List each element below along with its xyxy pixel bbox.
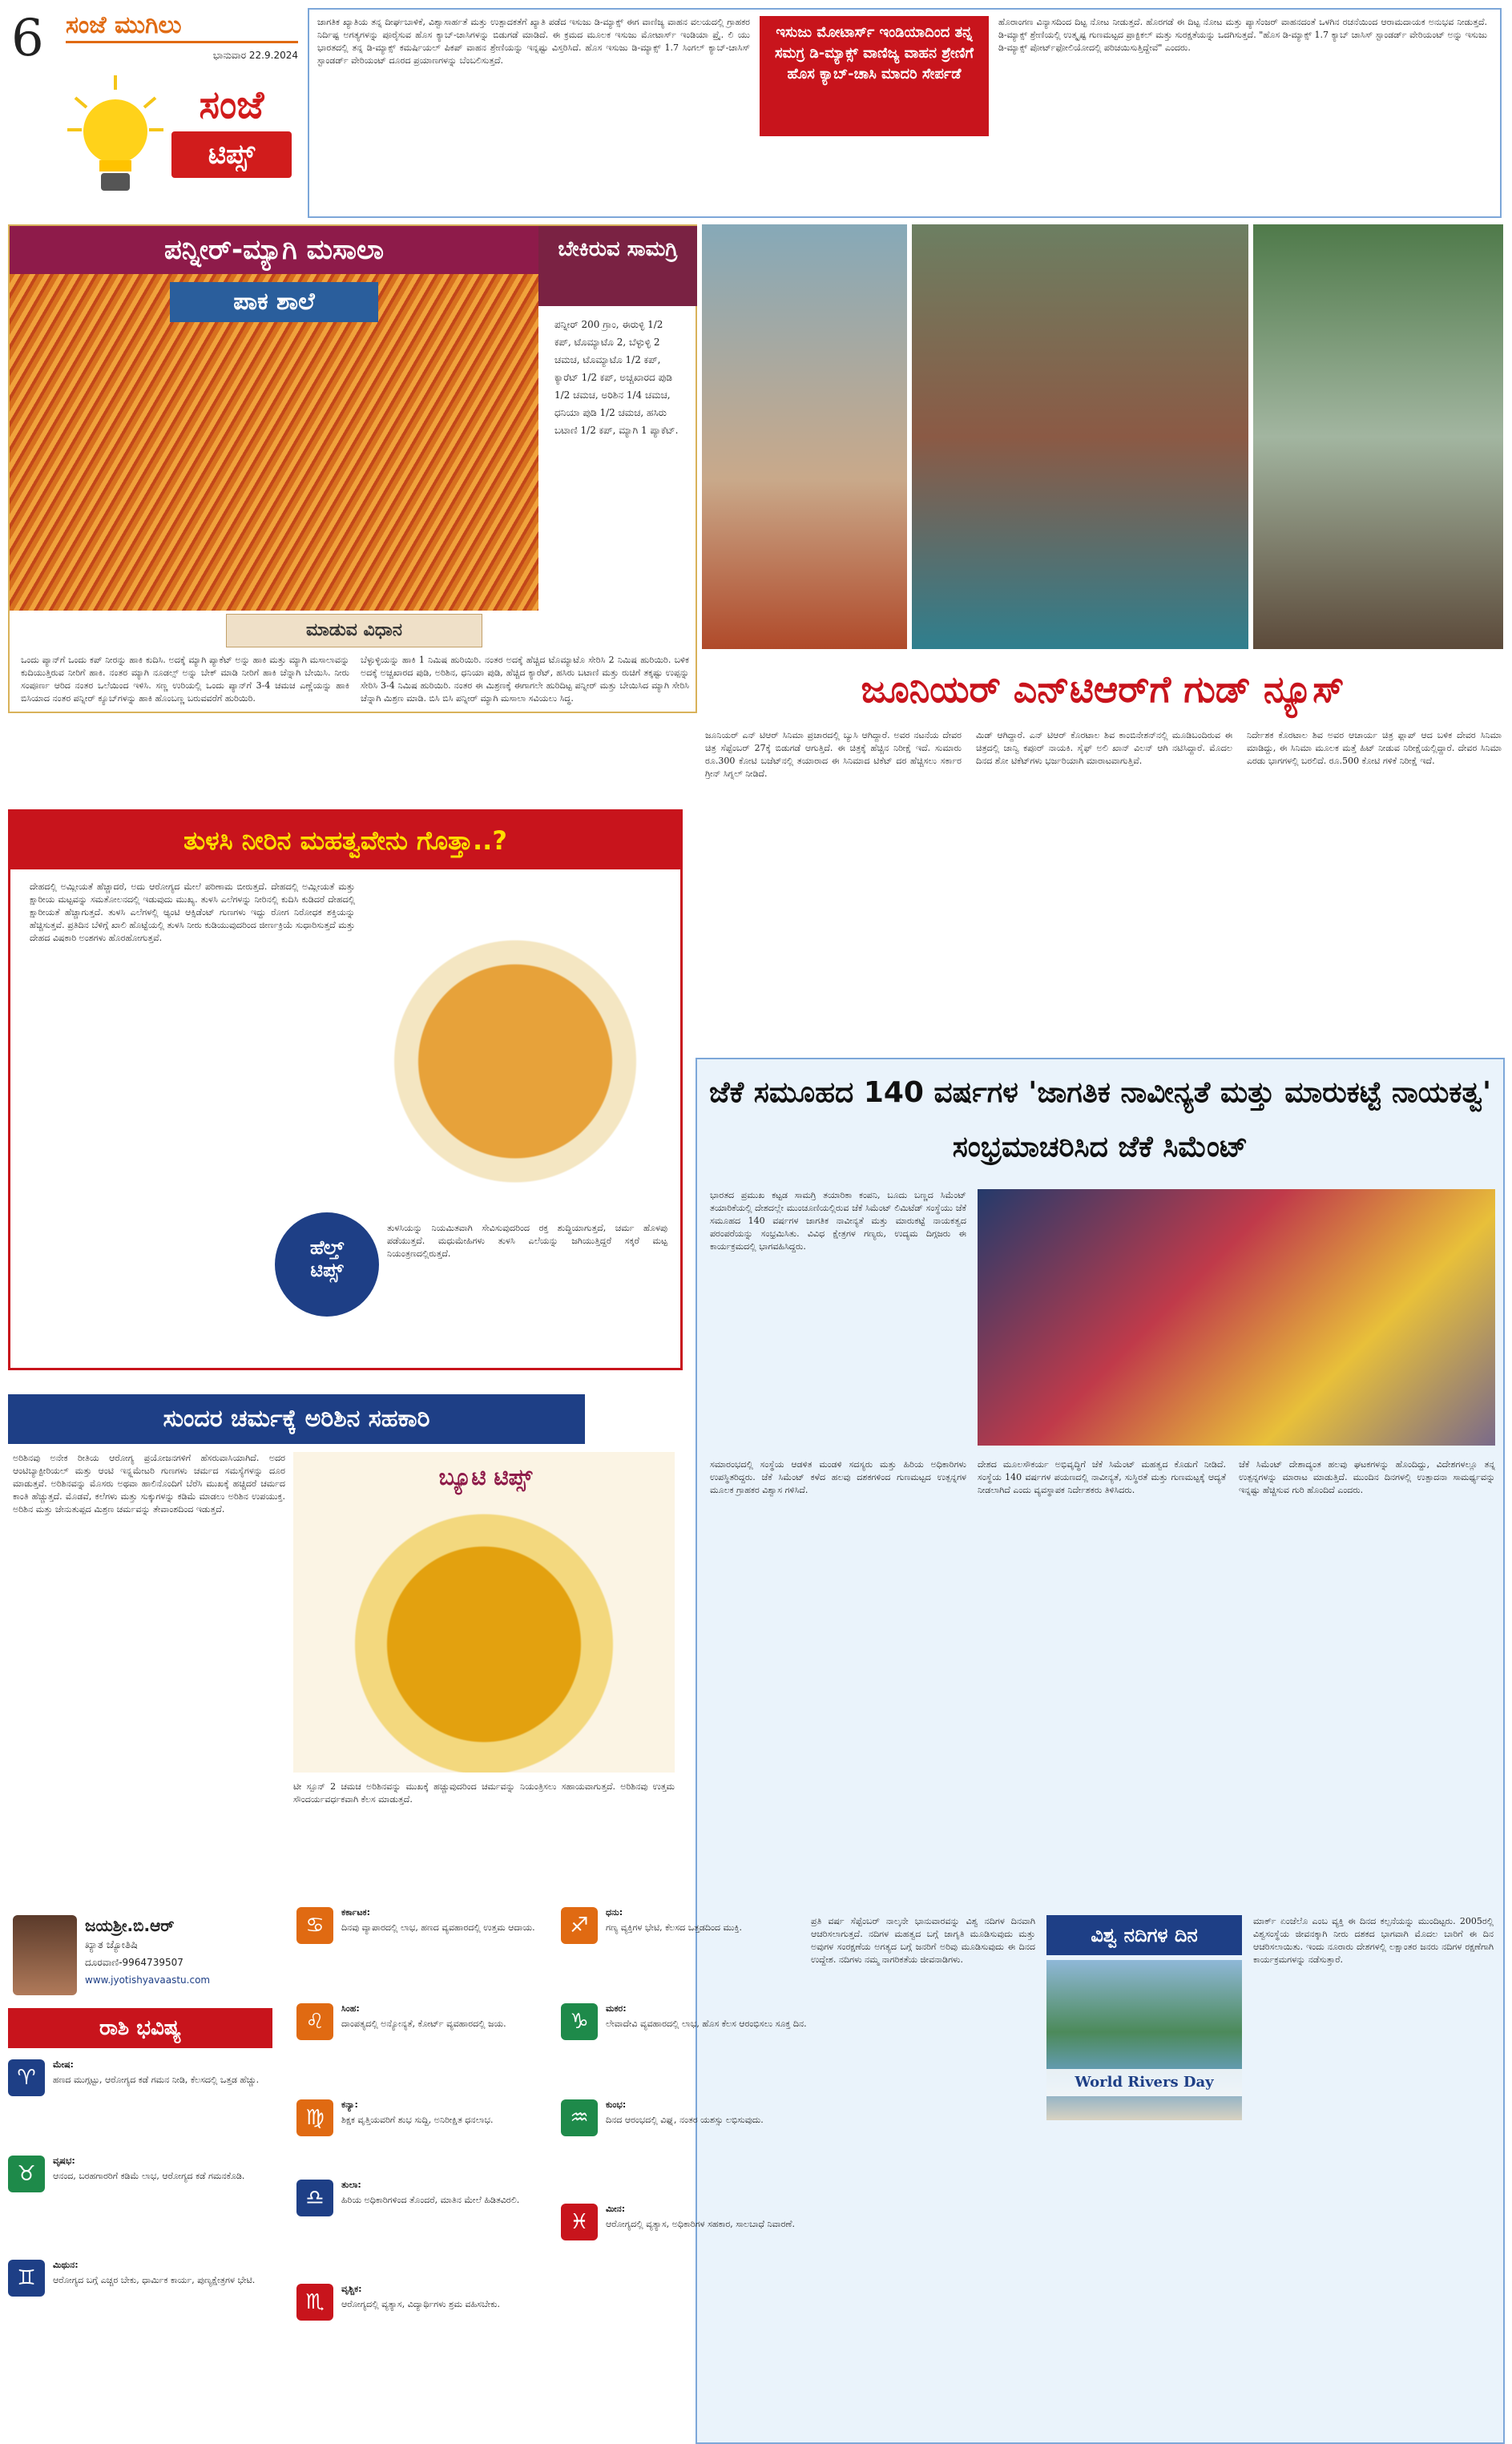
sign-prediction: ದಿನವು ವ್ಯಾಪಾರದಲ್ಲಿ ಲಾಭ, ಹಣದ ವ್ಯವಹಾರದಲ್ಲಿ ಉತ್ತಮ ಆದಾಯ. [341,1922,535,1933]
turmeric-text-left: ಅರಿಶಿನವು ಅನೇಕ ರೀತಿಯ ಆರೋಗ್ಯ ಪ್ರಯೋಜನಗಳಿಗೆ ಹೆಸರುವಾಸಿಯಾಗಿದೆ. ಅದರ ಆಂಟಿಬ್ಯಾಕ್ಟೀರಿಯಲ್ ಮತ್ತು ಆಂಟಿ ಇನ್ಫ್ಲಮೇಟರಿ ಗುಣಗಳು ಚರ್ಮದ ಸಮಸ್ಯೆಗಳನ್ನು ದೂರ ಮಾಡುತ್ತವೆ. ಅರಿಶಿನವನ್ನು ಮೊಸರು ಅಥವಾ ಹಾಲಿನೊಂದಿಗೆ ಬೆರೆಸಿ ಮುಖಕ್ಕೆ ಹಚ್ಚಿದರೆ ಚರ್ಮದ ಕಾಂತಿ ಹೆಚ್ಚುತ್ತದೆ. ಮೊಡವೆ, ಕಲೆಗಳು ಮತ್ತು ಸುಕ್ಕುಗಳನ್ನು ಕಡಿಮೆ ಮಾಡಲು ಅರಿಶಿನ ಉಪಯುಕ್ತ. ಅರಿಶಿನ ಮತ್ತು ಜೇನುತುಪ್ಪದ ಮಿಶ್ರಣ ಚರ್ಮವನ್ನು ತೇವಾಂಶದಿಂದ ಇಡುತ್ತದೆ. [13,1453,285,1514]
tips-line1: ಸಂಜೆ [199,83,264,127]
health-tips-badge [275,1212,379,1317]
sign-name: ತುಲಾ: [341,2180,361,2190]
ntr-photo-3 [1253,224,1503,649]
turmeric-title: ಸುಂದರ ಚರ್ಮಕ್ಕೆ ಅರಿಶಿನ ಸಹಕಾರಿ [8,1394,585,1444]
recipe-photo [10,274,538,611]
turmeric-text-bottom: ಟೀ ಸ್ಪೂನ್ 2 ಚಮಚ ಅರಿಶಿನವನ್ನು ಮುಖಕ್ಕೆ ಹಚ್ಚುವುದರಿಂದ ಚರ್ಮವನ್ನು ನಿಯಂತ್ರಿಸಲು ಸಹಾಯವಾಗುತ್ತದೆ. ಅರಿಶಿನವು ಉತ್ತಮ ಸೌಂದರ್ಯವರ್ಧಕವಾಗಿ ಕೆಲಸ ಮಾಡುತ್ತದೆ. [293,1781,675,1805]
sign-prediction: ದಿನದ ಆರಂಭದಲ್ಲಿ ವಿಘ್ನ, ನಂತರ ಯಶಸ್ಸು ಲಭಿಸುವುದು. [606,2115,764,2125]
tulasi-text-left: ದೇಹದಲ್ಲಿ ಅಮ್ಲೀಯತೆ ಹೆಚ್ಚಾದರೆ, ಅದು ಆರೋಗ್ಯದ ಮೇಲೆ ಪರಿಣಾಮ ಬೀರುತ್ತದೆ. ದೇಹದಲ್ಲಿ ಅಮ್ಲೀಯತೆ ಮತ್ತು ಕ್ಷಾರೀಯ ಮಟ್ಟವನ್ನು ಸಮತೋಲನದಲ್ಲಿ ಇಡುವುದು ಮುಖ್ಯ. ತುಳಸಿ ಎಲೆಗಳನ್ನು ನೀರಿನಲ್ಲಿ ಕುದಿಸಿ ಕುಡಿದರೆ ದೇಹದಲ್ಲಿ ಕ್ಷಾರೀಯತೆ ಹೆಚ್ಚಾಗುತ್ತದೆ. ತುಳಸಿ ಎಲೆಗಳಲ್ಲಿ ಆ್ಯಂಟಿ ಆಕ್ಸಿಡೆಂಟ್ ಗುಣಗಳು ಇದ್ದು ರೋಗ ನಿರೋಧಕ ಶಕ್ತಿಯನ್ನು ಹೆಚ್ಚಿಸುತ್ತವೆ. ಪ್ರತಿದಿನ ಬೆಳಿಗ್ಗೆ ಖಾಲಿ ಹೊಟ್ಟೆಯಲ್ಲಿ ತುಳಸಿ ನೀರು ಕುಡಿಯುವುದರಿಂದ ಜೀರ್ಣಕ್ರಿಯೆ ಸುಧಾರಿಸುತ್ತದೆ ಮತ್ತು ದೇಹದ ವಿಷಕಾರಿ ಅಂಶಗಳು ಹೊರಹೋಗುತ್ತವೆ. [30,881,355,943]
sign-prediction: ಗಣ್ಯ ವ್ಯಕ್ತಿಗಳ ಭೇಟಿ, ಕೆಲಸದ ಒತ್ತಡದಿಂದ ಮುಕ್ತಿ. [606,1922,743,1933]
sign-name: ವೃಷಭ: [53,2156,75,2166]
tulasi-title: ತುಳಸಿ ನೀರಿನ ಮಹತ್ವವೇನು ಗೊತ್ತಾ..? [10,812,680,869]
jk-col-1-bottom: ಸಮಾರಂಭದಲ್ಲಿ ಸಂಸ್ಥೆಯ ಆಡಳಿತ ಮಂಡಳಿ ಸದಸ್ಯರು ಮತ್ತು ಹಿರಿಯ ಅಧಿಕಾರಿಗಳು ಉಪಸ್ಥಿತರಿದ್ದರು. ಜೆಕೆ ಸಿಮೆಂಟ್ ಕಳೆದ ಹಲವು ದಶಕಗಳಿಂದ ಗುಣಮಟ್ಟದ ಉತ್ಪನ್ನಗಳ ಮೂಲಕ ಗ್ರಾಹಕರ ವಿಶ್ವಾಸ ಗಳಿಸಿದೆ. [710,1459,966,1495]
jk-col-3: ಜೆಕೆ ಸಿಮೆಂಟ್ ದೇಶಾದ್ಯಂತ ಹಲವು ಘಟಕಗಳನ್ನು ಹೊಂದಿದ್ದು, ವಿದೇಶಗಳಲ್ಲೂ ತನ್ನ ಉತ್ಪನ್ನಗಳನ್ನು ಮಾರಾಟ ಮಾಡುತ್ತಿದೆ. ಮುಂದಿನ ದಿನಗಳಲ್ಲಿ ಉತ್ಪಾದನಾ ಸಾಮರ್ಥ್ಯವನ್ನು ಇನ್ನಷ್ಟು ಹೆಚ್ಚಿಸುವ ಗುರಿ ಹೊಂದಿದೆ ಎಂದರು. [1239,1459,1495,1495]
rivers-title: ವಿಶ್ವ ನದಿಗಳ ದಿನ [1046,1915,1242,1955]
ingredients-list: ಪನ್ನೀರ್ 200 ಗ್ರಾಂ, ಈರುಳ್ಳಿ 1/2 ಕಪ್, ಟೊಮ್ಯಾಟೊ 2, ಬೆಳ್ಳುಳ್ಳಿ 2 ಚಮಚ, ಟೊಮ್ಯಾಟೊ 1/2 ಕಪ್, ಕ್ಯಾರೆಟ್ 1/2 ಕಪ್, ಅಚ್ಚಖಾರದ ಪುಡಿ 1/2 ಚಮಚ, ಅರಿಶಿನ 1/4 ಚಮಚ, ಧನಿಯಾ ಪುಡಿ 1/2 ಚಮಚ, ಹಸಿರು ಬಟಾಣಿ 1/2 ಕಪ್, ಮ್ಯಾಗಿ 1 ಪ್ಯಾಕೆಟ್. [554,319,679,436]
zodiac-sign-icon: ♑ [561,2003,598,2040]
sign-name: ಕುಂಭ: [606,2099,627,2110]
method-text-left: ಒಂದು ಪ್ಯಾನ್‌ಗೆ ಒಂದು ಕಪ್ ನೀರನ್ನು ಹಾಕಿ ಕುದಿಸಿ. ಅದಕ್ಕೆ ಮ್ಯಾಗಿ ಪ್ಯಾಕೆಟ್ ಅನ್ನು ಹಾಕಿ ಮತ್ತು ಮ್ಯಾಗಿ ಮಸಾಲಾವನ್ನು ಕುದಿಯುತ್ತಿರುವ ನೀರಿಗೆ ಹಾಕಿ. ನಂತರ ಮ್ಯಾಗಿ ನೂಡಲ್ಸ್ ಅನ್ನು ಬೇಕ್ ಮಾಡಿ ನೀರಿಗೆ ಹಾಕಿ ಚೆನ್ನಾಗಿ ಬೇಯಿಸಿ. ನೀರು ಸಂಪೂರ್ಣ ಆರಿದ ನಂತರ ಒಲೆಯಿಂದ ಇಳಿಸಿ. ಸಣ್ಣ ಉರಿಯಲ್ಲಿ ಒಂದು ಪ್ಯಾನ್‌ಗೆ 3-4 ಚಮಚ ಎಣ್ಣೆಯನ್ನು ಹಾಕಿ ಬಿಸಿಯಾದ ನಂತರ ಪನ್ನೀರ್ ಕ್ಯೂಬ್‌ಗಳನ್ನು ಹಾಕಿ ಹೊಂಬಣ್ಣ ಬರುವವರೆಗೆ ಹುರಿಯಿರಿ. [21,655,349,704]
astrologer-name: ಜಯಶ್ರೀ.ಬಿ.ಆರ್ [85,1916,175,1935]
horoscope-title: ರಾಶಿ ಭವಿಷ್ಯ [8,2008,272,2048]
zodiac-sign-icon: ♏ [296,2284,333,2321]
beauty-tips-badge: ಬ್ಯೂಟಿ ಟಿಪ್ಸ್ [438,1464,533,1490]
zodiac-sign-icon: ♌ [296,2003,333,2040]
horoscope-sign [296,2099,553,2188]
rivers-photo [1046,1960,1242,2120]
rivers-col-1: ಪ್ರತಿ ವರ್ಷ ಸೆಪ್ಟೆಂಬರ್ ನಾಲ್ಕನೇ ಭಾನುವಾರವನ್ನು ವಿಶ್ವ ನದಿಗಳ ದಿನವಾಗಿ ಆಚರಿಸಲಾಗುತ್ತದೆ. ನದಿಗಳ ಮಹತ್ವದ ಬಗ್ಗೆ ಜಾಗೃತಿ ಮೂಡಿಸುವುದು ಮತ್ತು ಅವುಗಳ ಸಂರಕ್ಷಣೆಯ ಅಗತ್ಯದ ಬಗ್ಗೆ ಜನರಿಗೆ ಅರಿವು ಮೂಡಿಸುವುದು ಈ ದಿನದ ಉದ್ದೇಶ. ನದಿಗಳು ನಮ್ಮ ನಾಗರಿಕತೆಯ ಜೀವನಾಡಿಗಳು. [811,1916,1035,1965]
tulasi-section [8,809,683,1370]
zodiac-sign-icon: ♊ [8,2260,45,2297]
sign-name: ಮಿಥುನ: [53,2260,79,2270]
tulasi-text-bottom: ತುಳಸಿಯನ್ನು ನಿಯಮಿತವಾಗಿ ಸೇವಿಸುವುದರಿಂದ ರಕ್ತ ಶುದ್ಧಿಯಾಗುತ್ತದೆ, ಚರ್ಮ ಹೊಳಪು ಪಡೆಯುತ್ತದೆ. ಮಧುಮೇಹಿಗಳು ತುಳಸಿ ಎಲೆಯನ್ನು ಜಗಿಯುತ್ತಿದ್ದರೆ ಸಕ್ಕರೆ ಮಟ್ಟ ನಿಯಂತ್ರಣದಲ್ಲಿರುತ್ತದೆ. [387,1223,667,1259]
ntr-col-2: ಮಿಡ್ ಆಗಿದ್ದಾರೆ. ಎನ್ ಟಿಆರ್ ಕೊರಟಾಲ ಶಿವ ಕಾಂಬಿನೇಶನ್‌ನಲ್ಲಿ ಮೂಡಿಬಂದಿರುವ ಈ ಚಿತ್ರದಲ್ಲಿ ಜಾನ್ವಿ ಕಪೂರ್ ನಾಯಕಿ. ಸೈಫ್ ಅಲಿ ಖಾನ್ ವಿಲನ್ ಆಗಿ ನಟಿಸಿದ್ದಾರೆ. ಮೊದಲ ದಿನದ ಶೋ ಟಿಕೆಟ್‌ಗಳು ಭರ್ಜರಿಯಾಗಿ ಮಾರಾಟವಾಗುತ್ತಿವೆ. [976,730,1232,766]
recipe-section [8,224,697,713]
sign-name: ಸಿಂಹ: [341,2003,360,2014]
zodiac-sign-icon: ♍ [296,2099,333,2136]
horoscope-sign [296,2180,553,2268]
sign-prediction: ಲೇವಾದೇವಿ ವ್ಯವಹಾರದಲ್ಲಿ ಲಾಭ, ಹೊಸ ಕೆಲಸ ಆರಂಭಿಸಲು ಸೂಕ್ತ ದಿನ. [606,2019,807,2029]
horoscope-section [8,1907,807,2380]
jk-headline: ಜೆಕೆ ಸಮೂಹದ 140 ವರ್ಷಗಳ 'ಜಾಗತಿಕ ನಾವೀನ್ಯತೆ ಮತ್ತು ಮಾರುಕಟ್ಟೆ ನಾಯಕತ್ವ' ಸಂಭ್ರಮಾಚರಿಸಿದ ಜೆಕೆ ಸಿಮೆಂಟ್ [708,1076,1492,1164]
sign-name: ಕನ್ಯಾ: [341,2099,358,2110]
zodiac-sign-icon: ♉ [8,2156,45,2192]
date-line: ಭಾನುವಾರ 22.9.2024 [212,50,298,61]
rivers-col-2: ಮಾರ್ಕ್ ಏಂಜೆಲೊ ಎಂಬ ವ್ಯಕ್ತಿ ಈ ದಿನದ ಕಲ್ಪನೆಯನ್ನು ಮುಂದಿಟ್ಟರು. 2005ರಲ್ಲಿ ವಿಶ್ವಸಂಸ್ಥೆಯ ಜೀವನಕ್ಕಾಗಿ ನೀರು ದಶಕದ ಭಾಗವಾಗಿ ಮೊದಲ ಬಾರಿಗೆ ಈ ದಿನ ಆಚರಿಸಲಾಯಿತು. ಇಂದು ನೂರಾರು ದೇಶಗಳಲ್ಲಿ ಲಕ್ಷಾಂತರ ಜನರು ನದಿಗಳ ರಕ್ಷಣೆಗಾಗಿ ಕಾರ್ಯಕ್ರಮಗಳನ್ನು ನಡೆಸುತ್ತಾರೆ. [1253,1916,1494,1965]
tulasi-photo [363,881,667,1209]
isuzu-text-right: ಹೊರಾಂಗಣ ವಿನ್ಯಾಸದಿಂದ ದಿಟ್ಟ ನೋಟ ನೀಡುತ್ತದೆ. ಹೊರಗಡೆ ಈ ದಿಟ್ಟ ನೋಟ ಮತ್ತು ಪ್ಯಾಸೆಂಜರ್ ವಾಹನದಂತೆ ಒಳಗಿನ ರಚನೆಯಿಂದ ಆರಾಮದಾಯಕ ಅನುಭವ ನೀಡುತ್ತದೆ. ಡಿ-ಮ್ಯಾಕ್ಸ್ ಶ್ರೇಣಿಯಲ್ಲಿ ಉತ್ಕೃಷ್ಟ ಗುಣಮಟ್ಟದ ಪ್ರಾಕ್ಟಿಕಲ್ ಮತ್ತು ಸುರಕ್ಷತೆಯನ್ನು ಒದಗಿಸುತ್ತದೆ. "ಹೊಸ ಡಿ-ಮ್ಯಾಕ್ಸ್ 1.7 ಕ್ಯಾಬ್ ಚಾಸಿಸ್ ಸ್ಟಾಂಡರ್ಡ್ ವೇರಿಯಂಟ್ ಅನ್ನು ಇಸುಜು ಡಿ-ಮ್ಯಾಕ್ಸ್ ಪೋರ್ಟ್‌ಫೋಲಿಯೋದಲ್ಲಿ ಪರಿಚಯಿಸುತ್ತಿದ್ದೇವೆ" ಎಂದರು. [998,17,1487,53]
ingredients-title: ಬೇಕಿರುವ ಸಾಮಗ್ರಿ [538,226,697,306]
isuzu-text-left: ಜಾಗತಿಕ ಖ್ಯಾತಿಯ ತನ್ನ ದೀರ್ಘಬಾಳಿಕೆ, ವಿಶ್ವಾಸಾರ್ಹತೆ ಮತ್ತು ಉತ್ಪಾದಕತೆಗೆ ಖ್ಯಾತಿ ಪಡೆದ ಇಸುಜು ಡಿ-ಮ್ಯಾಕ್ಸ್ ಈಗ ವಾಣಿಜ್ಯ ವಾಹನ ವಲಯದಲ್ಲಿ ಗ್ರಾಹಕರ ನಿರ್ದಿಷ್ಟ ಅಗತ್ಯಗಳನ್ನು ಪೂರೈಸುವ ಹೊಸ ಕ್ಯಾಬ್-ಚಾಸಿಗಳನ್ನು ಬಿಡುಗಡೆ ಮಾಡಿದೆ. ಈ ಕ್ರಮದ ಮೂಲಕ ಇಸುಜು ಮೋಟಾರ್ಸ್ ಇಂಡಿಯಾ ಪ್ರೈ. ಲಿ ಯು ಭಾರತದಲ್ಲಿ ತನ್ನ ಡಿ-ಮ್ಯಾಕ್ಸ್ ಕಮರ್ಷಿಯಲ್ ಪಿಕಪ್ ವಾಹನ ಶ್ರೇಣಿಯನ್ನು ಇನ್ನಷ್ಟು ವಿಸ್ತರಿಸಿದೆ. ಹೊಸ ಇಸುಜು ಡಿ-ಮ್ಯಾಕ್ಸ್ 1.7 ಸಿಂಗಲ್ ಕ್ಯಾಬ್-ಚಾಸಿಸ್ ಸ್ಟಾಂಡರ್ಡ್ ವೇರಿಯಂಟ್ ದೂರದ ಪ್ರಯಾಣಗಳನ್ನು ಬೆಂಬಲಿಸುತ್ತದೆ. [317,17,750,66]
sign-name: ಮೀನ: [606,2204,626,2214]
jk-col-1-top: ಭಾರತದ ಪ್ರಮುಖ ಕಟ್ಟಡ ಸಾಮಗ್ರಿ ತಯಾರಿಕಾ ಕಂಪನಿ, ಬೂದು ಬಣ್ಣದ ಸಿಮೆಂಟ್ ತಯಾರಿಕೆಯಲ್ಲಿ ದೇಶದಲ್ಲೇ ಮುಂಚೂಣಿಯಲ್ಲಿರುವ ಜೆಕೆ ಸಿಮೆಂಟ್ ಲಿಮಿಟೆಡ್ ಸಂಸ್ಥೆಯು ಜೆಕೆ ಸಮೂಹದ 140 ವರ್ಷಗಳ ಜಾಗತಿಕ ನಾವೀನ್ಯತೆ ಮತ್ತು ಮಾರುಕಟ್ಟೆ ನಾಯಕತ್ವದ ಪರಂಪರೆಯನ್ನು ಸಂಭ್ರಮಿಸಿತು. ವಿವಿಧ ಕ್ಷೇತ್ರಗಳ ಗಣ್ಯರು, ಉದ್ಯಮ ದಿಗ್ಗಜರು ಈ ಕಾರ್ಯಕ್ರಮದಲ್ಲಿ ಭಾಗವಹಿಸಿದ್ದರು. [710,1190,966,1252]
masthead [11,6,298,216]
page-number: 6 [11,9,44,68]
sign-prediction: ಹಿರಿಯ ಅಧಿಕಾರಿಗಳಿಂದ ತೊಂದರೆ, ಮಾತಿನ ಮೇಲೆ ಹಿಡಿತವಿರಲಿ. [341,2195,520,2205]
jk-photo [978,1189,1495,1446]
paper-logo [66,10,298,43]
horoscope-sign [296,2003,553,2091]
horoscope-sign [8,2059,264,2148]
ntr-photo-1 [702,224,907,649]
sign-prediction: ಆರೋಗ್ಯದ ಬಗ್ಗೆ ಎಚ್ಚರ ಬೇಕು, ಧಾರ್ಮಿಕ ಕಾರ್ಯ, ಪುಣ್ಯಕ್ಷೇತ್ರಗಳ ಭೇಟಿ. [53,2275,256,2285]
jk-col-2: ದೇಶದ ಮೂಲಸೌಕರ್ಯ ಅಭಿವೃದ್ಧಿಗೆ ಜೆಕೆ ಸಿಮೆಂಟ್ ಮಹತ್ವದ ಕೊಡುಗೆ ನೀಡಿದೆ. ಸಂಸ್ಥೆಯ 140 ವರ್ಷಗಳ ಪಯಣದಲ್ಲಿ ನಾವೀನ್ಯತೆ, ಸುಸ್ಥಿರತೆ ಮತ್ತು ಗುಣಮಟ್ಟಕ್ಕೆ ಆದ್ಯತೆ ನೀಡಲಾಗಿದೆ ಎಂದು ವ್ಯವಸ್ಥಾಪಕ ನಿರ್ದೇಶಕರು ತಿಳಿಸಿದರು. [978,1459,1226,1495]
recipe-title: ಪನ್ನೀರ್-ಮ್ಯಾಗಿ ಮಸಾಲಾ [10,226,538,274]
turmeric-section [8,1394,683,1859]
sign-prediction: ಆನಂದ, ಬರಹಗಾರರಿಗೆ ಕಡಿಮೆ ಲಾಭ, ಆರೋಗ್ಯದ ಕಡೆ ಗಮನಕೊಡಿ. [53,2171,245,2181]
horoscope-sign [8,2156,264,2244]
paper-name: ಸಂಜೆ ಮುಗಿಲು [66,11,182,39]
health-badge-line2: ಟಿಪ್ಸ್ [310,1259,344,1281]
sign-name: ಧನು: [606,1907,623,1918]
health-badge-line1: ಹೆಲ್ತ್ [309,1236,345,1259]
isuzu-headline: ಇಸುಜು ಮೋಟಾರ್ಸ್ ಇಂಡಿಯಾದಿಂದ ತನ್ನ ಸಮಗ್ರ ಡಿ-ಮ್ಯಾಕ್ಸ್ ವಾಣಿಜ್ಯ ವಾಹನ ಶ್ರೇಣಿಗೆ ಹೊಸ ಕ್ಯಾಬ್-ಚಾಸಿ ಮಾದರಿ ಸೇರ್ಪಡೆ [760,16,989,136]
ntr-col-3: ನಿರ್ದೇಶಕ ಕೊರಟಾಲ ಶಿವ ಅವರ ಆಚಾರ್ಯ ಚಿತ್ರ ಫ್ಲಾಪ್ ಆದ ಬಳಿಕ ದೇವರ ಸಿನಿಮಾ ಮಾಡಿದ್ದು, ಈ ಸಿನಿಮಾ ಮೂಲಕ ಮತ್ತೆ ಹಿಟ್ ನೀಡುವ ನಿರೀಕ್ಷೆಯಲ್ಲಿದ್ದಾರೆ. ದೇವರ ಸಿನಿಮಾ ಎರಡು ಭಾಗಗಳಲ್ಲಿ ಬರಲಿದೆ. ರೂ.500 ಕೋಟಿ ಗಳಿಕೆ ನಿರೀಕ್ಷೆ ಇದೆ. [1247,730,1502,766]
sign-name: ಮಕರ: [606,2003,627,2014]
zodiac-sign-icon: ♎ [296,2180,333,2216]
ntr-headline: ಜೂನಿಯರ್ ಎನ್‌ಟಿಆರ್‌ಗೆ ಗುಡ್ ನ್ಯೂಸ್ [861,667,1345,711]
recipe-section-label: ಪಾಕ ಶಾಲೆ [170,282,378,322]
zodiac-sign-icon: ♐ [561,1907,598,1944]
horoscope-sign [296,2284,553,2372]
zodiac-sign-icon: ♈ [8,2059,45,2096]
ntr-col-1: ಜೂನಿಯರ್ ಎನ್ ಟಿಆರ್ ಸಿನಿಮಾ ಪ್ರಚಾರದಲ್ಲಿ ಬ್ಯುಸಿ ಆಗಿದ್ದಾರೆ. ಅವರ ನಟನೆಯ ದೇವರ ಚಿತ್ರ ಸೆಪ್ಟೆಂಬರ್ 27ಕ್ಕೆ ಬಿಡುಗಡೆ ಆಗುತ್ತಿದೆ. ಈ ಚಿತ್ರಕ್ಕೆ ಹೆಚ್ಚಿನ ನಿರೀಕ್ಷೆ ಇದೆ. ಸುಮಾರು ರೂ.300 ಕೋಟಿ ಬಜೆಟ್‌ನಲ್ಲಿ ತಯಾರಾದ ಈ ಸಿನಿಮಾದ ಟಿಕೆಟ್ ದರ ಹೆಚ್ಚಿಸಲು ಸರ್ಕಾರ ಗ್ರೀನ್ ಸಿಗ್ನಲ್ ನೀಡಿದೆ. [705,730,962,779]
zodiac-sign-icon: ♒ [561,2099,598,2136]
horoscope-sign [296,1907,553,1995]
astrologer-website[interactable]: www.jyotishyavaastu.com [85,1974,211,1986]
ntr-photo-2 [912,224,1248,649]
sign-prediction: ಆರೋಗ್ಯದಲ್ಲಿ ವ್ಯತ್ಯಾಸ, ವಿದ್ಯಾರ್ಥಿಗಳು ಶ್ರಮ ವಹಿಸಬೇಕು. [341,2299,501,2309]
sign-prediction: ಆರೋಗ್ಯದಲ್ಲಿ ವ್ಯತ್ಯಾಸ, ಅಧಿಕಾರಿಗಳ ಸಹಕಾರ, ಸಾಲಬಾಧೆ ನಿವಾರಣೆ. [606,2219,795,2229]
sign-name: ಮೇಷ: [53,2059,74,2070]
turmeric-photo [293,1452,675,1773]
rivers-section [779,1907,1503,2380]
sign-prediction: ದಾಂಪತ್ಯದಲ್ಲಿ ಅನ್ಯೋನ್ಯತೆ, ಕೋರ್ಟ್ ವ್ಯವಹಾರದಲ್ಲಿ ಜಯ. [341,2019,506,2029]
zodiac-sign-icon: ♋ [296,1907,333,1944]
astrologer-phone: ದೂರವಾಣಿ-9964739507 [85,1957,183,1968]
astrologer-role: ಖ್ಯಾತ ಜ್ಯೋತಿಷಿ [85,1939,138,1951]
sign-name: ವೃಶ್ಚಿಕ: [341,2284,362,2294]
sign-prediction: ಶಿಕ್ಷಕ ವೃತ್ತಿಯವರಿಗೆ ಶುಭ ಸುದ್ದಿ, ಅನಿರೀಕ್ಷಿತ ಧನಲಾಭ. [341,2115,494,2125]
sign-prediction: ಹಣದ ಮುಗ್ಗಟ್ಟು, ಆರೋಗ್ಯದ ಕಡೆ ಗಮನ ನೀಡಿ, ಕೆಲಸದಲ್ಲಿ ಒತ್ತಡ ಹೆಚ್ಚು. [53,2075,260,2085]
isuzu-article [308,8,1502,218]
method-title: ಮಾಡುವ ವಿಧಾನ [226,614,482,647]
tips-title [171,79,292,199]
horoscope-sign [8,2260,264,2348]
bulb-icon [67,74,163,202]
sign-name: ಕರ್ಕಾಟಕ: [341,1907,371,1918]
method-text-right: ಬೆಳ್ಳುಳ್ಳಿಯನ್ನು ಹಾಕಿ 1 ನಿಮಿಷ ಹುರಿಯಿರಿ. ನಂತರ ಅದಕ್ಕೆ ಹೆಚ್ಚಿದ ಟೊಮ್ಯಾಟೊ ಸೇರಿಸಿ 2 ನಿಮಿಷ ಹುರಿಯಿರಿ. ಬಳಿಕ ಅದಕ್ಕೆ ಅಚ್ಚಖಾರದ ಪುಡಿ, ಅರಿಶಿನ, ಧನಿಯಾ ಪುಡಿ, ಹೆಚ್ಚಿದ ಕ್ಯಾರೆಟ್, ಹಸಿರು ಬಟಾಣಿ ಮತ್ತು ರುಚಿಗೆ ತಕ್ಕಷ್ಟು ಉಪ್ಪನ್ನು ಸೇರಿಸಿ 3-4 ನಿಮಿಷ ಹುರಿಯಿರಿ. ನಂತರ ಈ ಮಿಶ್ರಣಕ್ಕೆ ಈಗಾಗಲೇ ಹುರಿದಿಟ್ಟ ಪನ್ನೀರ್ ಮತ್ತು ಬೇಯಿಸಿದ ಮ್ಯಾಗಿ ಸೇರಿಸಿ ಚೆನ್ನಾಗಿ ಮಿಶ್ರಣ ಮಾಡಿ. ಬಿಸಿ ಬಿಸಿ ಪನ್ನೀರ್ ಮ್ಯಾಗಿ ಮಸಾಲಾ ಸವಿಯಲು ಸಿದ್ಧ. [361,655,689,704]
tips-line2: ಟಿಪ್ಸ್ [171,131,292,178]
zodiac-sign-icon: ♓ [561,2204,598,2240]
rivers-photo-caption: World Rivers Day [1046,2069,1242,2096]
